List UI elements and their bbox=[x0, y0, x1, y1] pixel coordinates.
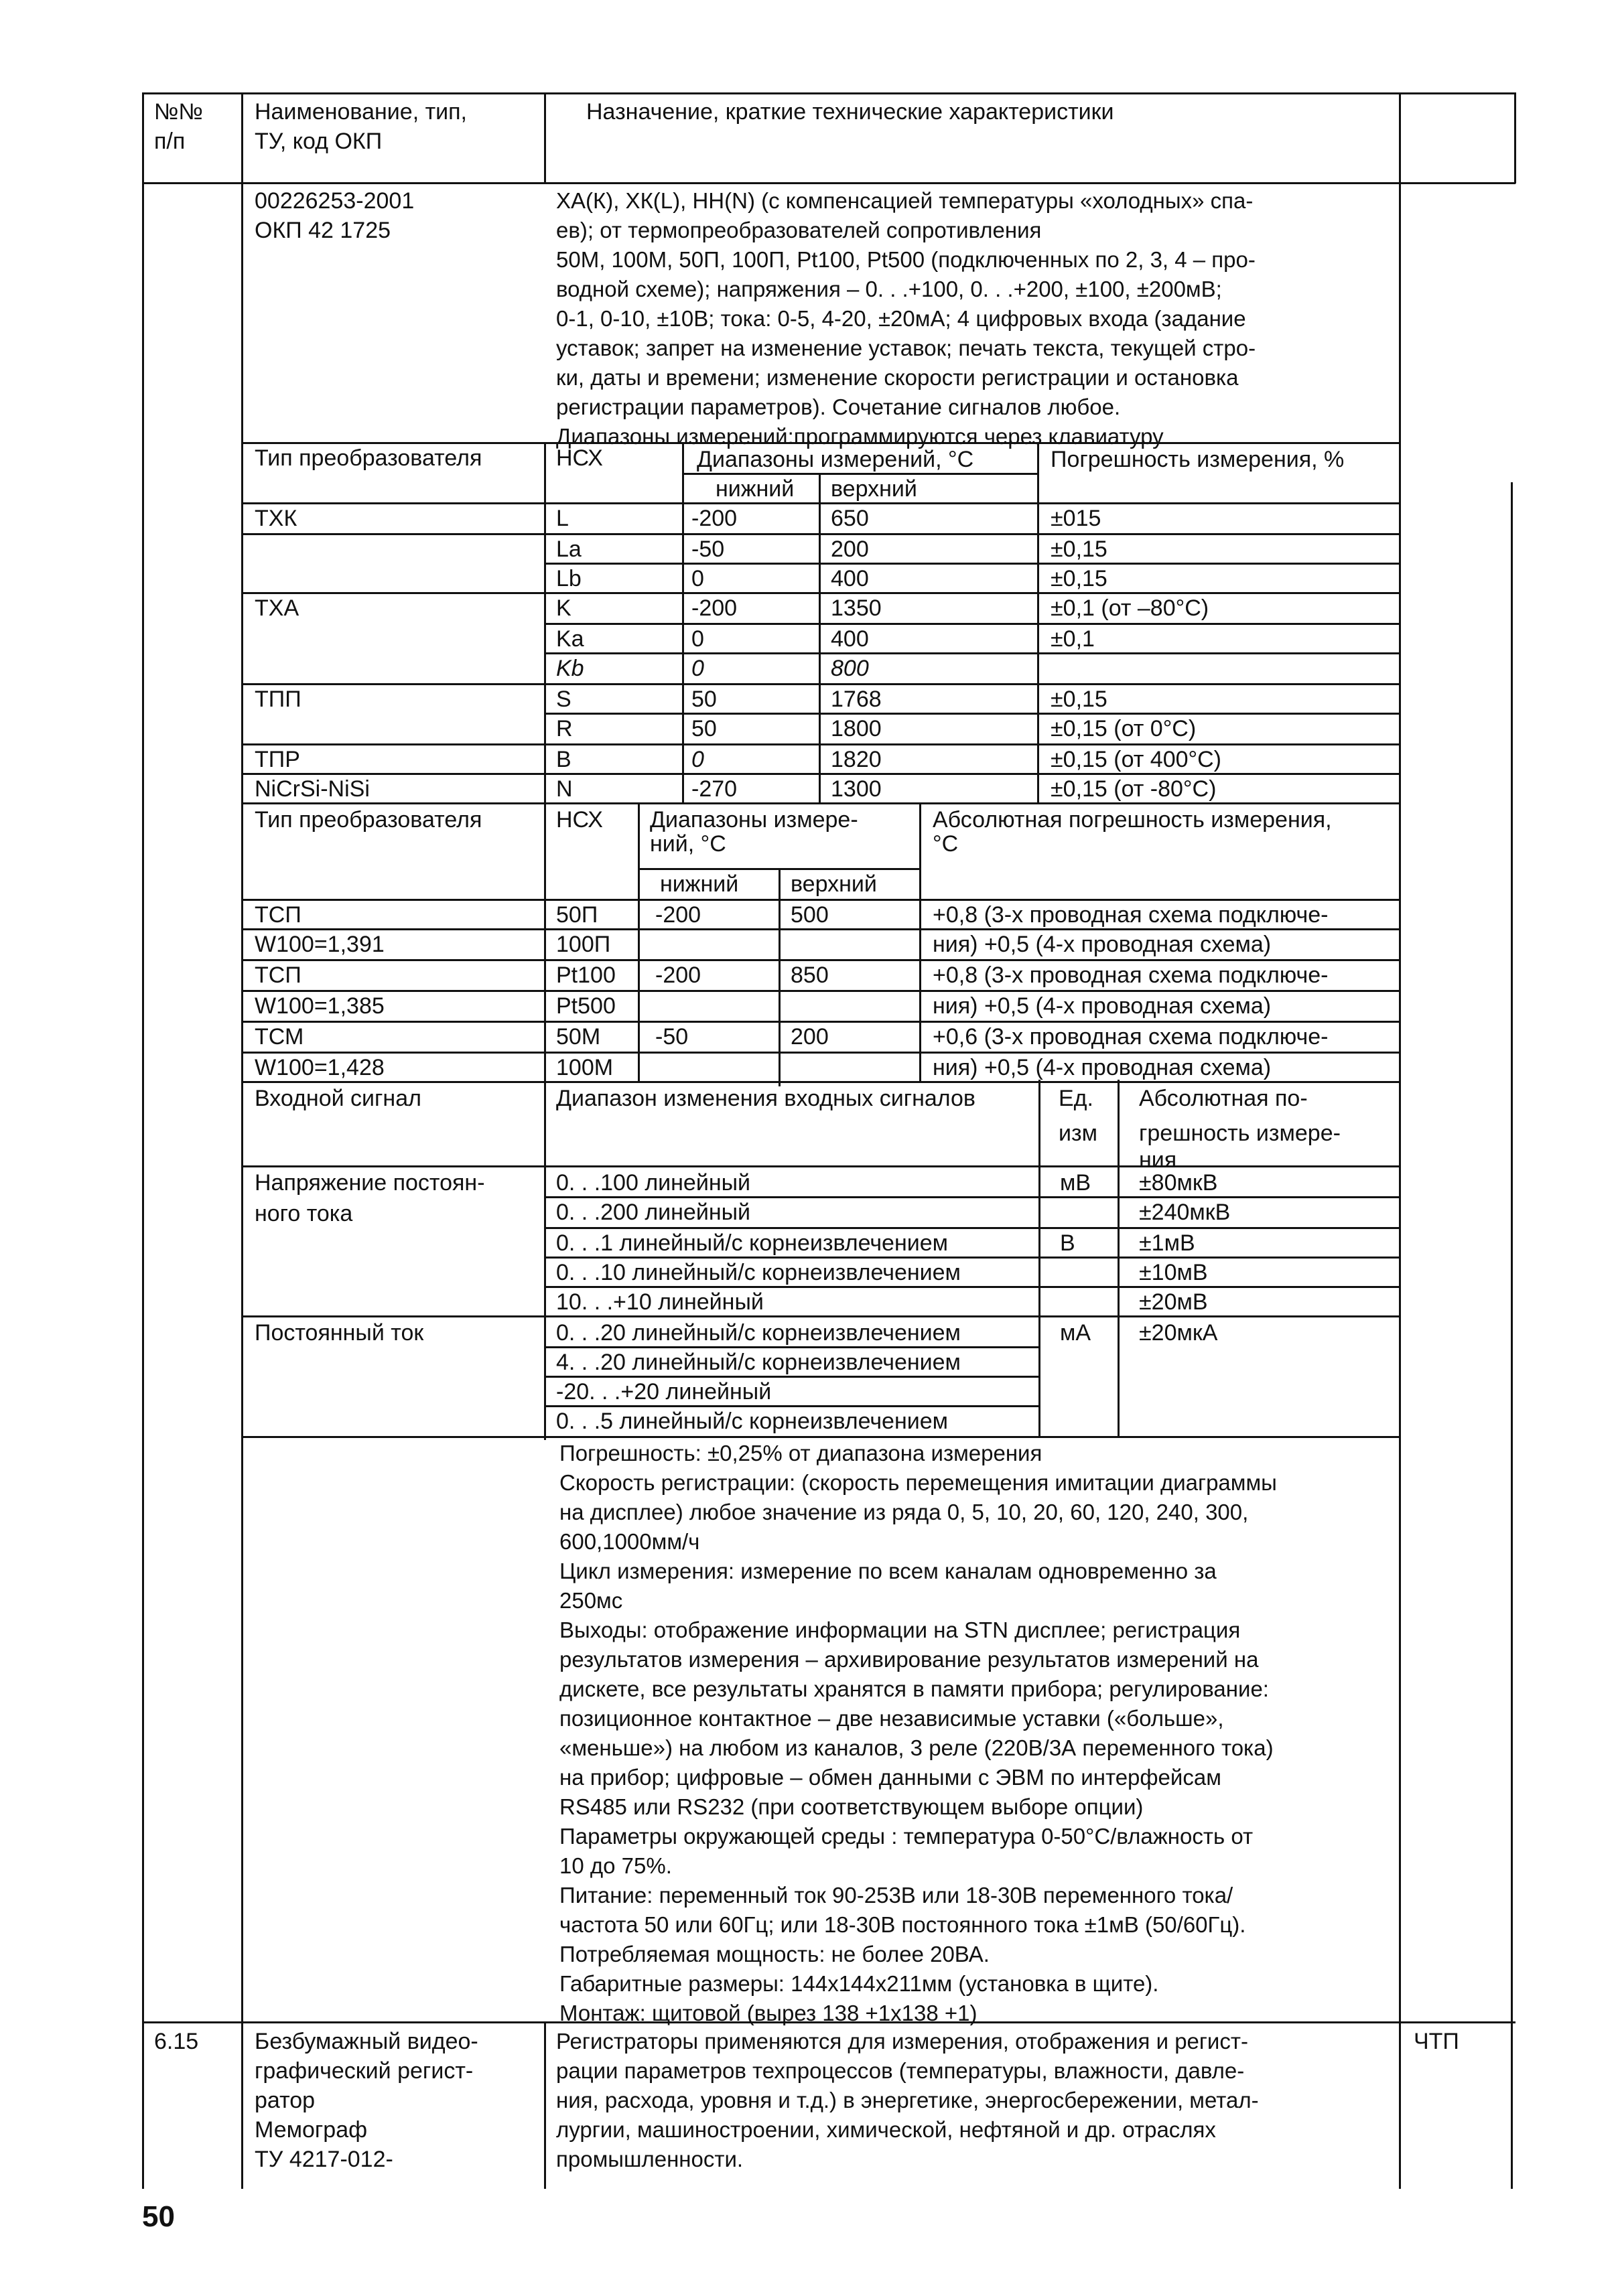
tc-upper-cell: 650 bbox=[831, 506, 869, 531]
tc-lower-cell: 0 bbox=[691, 566, 704, 591]
signal-error-cell: ±20мкА bbox=[1139, 1320, 1218, 1346]
tc-error-cell: ±0,15 bbox=[1051, 536, 1107, 562]
tc-lower-cell: 50 bbox=[691, 716, 717, 741]
signal-type-header: Входной сигнал bbox=[255, 1086, 421, 1111]
signal-error-cell: ±10мВ bbox=[1139, 1260, 1208, 1285]
tc-upper-cell: 200 bbox=[831, 536, 869, 562]
signal-range-cell: 0. . .1 линейный/с корнеизвлечением bbox=[556, 1230, 949, 1256]
tc-upper-cell: 1800 bbox=[831, 716, 882, 741]
rtd-error-cell: ния) +0,5 (4-х проводная схема) bbox=[933, 932, 1272, 957]
rtd-type-header: Тип преобразователя bbox=[255, 807, 482, 833]
item-description: Регистраторы применяются для измерения, отображения и регист- рации параметров техпроцессов (температуры, влажности, давле- ния, расхода, уровня и т.д.) в энергетике, энергосбережении, метал- лургии, машиностроении, химической, нефтяной и др. отраслях промышленности. bbox=[556, 2029, 1259, 2171]
tc-error-cell: ±0,15 (от 0°С) bbox=[1051, 716, 1197, 741]
page-number: 50 bbox=[142, 2200, 175, 2233]
signal-error-cell: ±20мВ bbox=[1139, 1289, 1208, 1315]
tc-error-cell: ±0,1 bbox=[1051, 626, 1095, 652]
tc-type-cell: ТПР bbox=[255, 747, 300, 772]
tc-range-header: Диапазоны измерений, °С bbox=[697, 447, 974, 472]
tc-nsx-cell: Lb bbox=[556, 566, 582, 591]
tc-lower-cell: 0 bbox=[691, 656, 704, 681]
rtd-upper-header: верхний bbox=[791, 871, 877, 897]
tc-nsx-cell: Ka bbox=[556, 626, 584, 652]
signal-unit-header: Ед. изм bbox=[1059, 1086, 1097, 1146]
signal-range-cell: 0. . .5 линейный/с корнеизвлечением bbox=[556, 1409, 949, 1434]
signal-range-cell: 0. . .10 линейный/с корнеизвлечением bbox=[556, 1260, 961, 1285]
signal-range-header: Диапазон изменения входных сигналов bbox=[556, 1086, 975, 1111]
signal-range-cell: 10. . .+10 линейный bbox=[556, 1289, 764, 1315]
rtd-type-cell: W100=1,385 bbox=[255, 993, 385, 1019]
rtd-type-cell: ТСП bbox=[255, 962, 301, 988]
tc-upper-header: верхний bbox=[831, 476, 917, 502]
signal-error-cell: ±240мкВ bbox=[1139, 1200, 1231, 1225]
rtd-type-cell: W100=1,428 bbox=[255, 1055, 385, 1080]
tc-lower-cell: -200 bbox=[691, 506, 738, 531]
signal-range-cell: 4. . .20 линейный/с корнеизвлечением bbox=[556, 1350, 961, 1375]
signal-range-cell: 0. . .20 линейный/с корнеизвлечением bbox=[556, 1320, 961, 1346]
tc-upper-cell: 1350 bbox=[831, 595, 882, 621]
rtd-nsx-cell: 50М bbox=[556, 1024, 601, 1050]
tc-error-cell: ±0,1 (от –80°С) bbox=[1051, 595, 1209, 621]
rtd-error-header: Абсолютная погрешность измерения, °С bbox=[933, 807, 1332, 857]
rtd-range-header: Диапазоны измере- ний, °С bbox=[650, 807, 858, 857]
tc-lower-cell: 0 bbox=[691, 747, 704, 772]
tc-nsx-cell: N bbox=[556, 776, 573, 802]
rtd-type-cell: ТСМ bbox=[255, 1024, 304, 1050]
rtd-error-cell: +0,8 (3-х проводная схема подключе- bbox=[933, 902, 1329, 928]
tc-upper-cell: 400 bbox=[831, 566, 869, 591]
rtd-nsx-header: НСХ bbox=[556, 807, 603, 833]
tc-upper-cell: 1820 bbox=[831, 747, 882, 772]
tc-nsx-cell: R bbox=[556, 716, 573, 741]
item-manufacturer: ЧТП bbox=[1414, 2029, 1459, 2054]
rtd-nsx-cell: Pt100 bbox=[556, 962, 616, 988]
item-number: 6.15 bbox=[154, 2029, 199, 2054]
tc-error-cell: ±0,15 (от -80°С) bbox=[1051, 776, 1217, 802]
tc-nsx-cell: S bbox=[556, 687, 571, 712]
header-num: №№ п/п bbox=[154, 99, 203, 154]
tc-type-cell: ТХА bbox=[255, 595, 299, 621]
rtd-type-cell: ТСП bbox=[255, 902, 301, 928]
signal-unit-cell: мВ bbox=[1060, 1170, 1091, 1196]
rtd-lower-header: нижний bbox=[660, 871, 739, 897]
signal-range-cell: 0. . .100 линейный bbox=[556, 1170, 751, 1196]
prev-item-description: ХА(К), ХК(L), НН(N) (с компенсацией температуры «холодных» спа- ев); от термопреобразователей сопротивления 50М, 100М, 50П, 100П, Pt100, Pt500 (подключенных по 2, 3, 4 – про- водной схеме); напряжения – 0. . .+100, 0. . .+200, ±100, ±200мВ; 0-1, 0-10, ±10В; тока: 0-5, 4-20, ±20мА; 4 цифровых входа (задание уставок; запрет на изменение уставок; печать текста, текущей стро- ки, даты и времени; изменение скорости регистрации и остановка регистрации параметров). Сочетание сигналов любое. Диапазоны измерений:программируются через клавиатуру bbox=[556, 188, 1256, 449]
tc-error-cell: ±0,15 bbox=[1051, 566, 1107, 591]
tc-lower-cell: -270 bbox=[691, 776, 738, 802]
tc-upper-cell: 1768 bbox=[831, 687, 882, 712]
tc-nsx-cell: B bbox=[556, 747, 571, 772]
rtd-upper-cell: 200 bbox=[791, 1024, 829, 1050]
rtd-error-cell: +0,8 (3-х проводная схема подключе- bbox=[933, 962, 1329, 988]
rtd-lower-cell: -200 bbox=[655, 902, 701, 928]
rtd-nsx-cell: 50П bbox=[556, 902, 598, 928]
signal-range-cell: -20. . .+20 линейный bbox=[556, 1379, 772, 1405]
tc-nsx-cell: K bbox=[556, 595, 571, 621]
signal-error-header: Абсолютная по- грешность измере- ния bbox=[1139, 1086, 1341, 1173]
tc-lower-cell: -50 bbox=[691, 536, 725, 562]
rtd-type-cell: W100=1,391 bbox=[255, 932, 385, 957]
tc-lower-cell: 50 bbox=[691, 687, 717, 712]
tc-upper-cell: 400 bbox=[831, 626, 869, 652]
rtd-upper-cell: 500 bbox=[791, 902, 829, 928]
rtd-lower-cell: -50 bbox=[655, 1024, 689, 1050]
item-name: Безбумажный видео- графический регист- ратор Мемограф ТУ 4217-012- bbox=[255, 2029, 478, 2172]
tc-error-cell: ±0,15 bbox=[1051, 687, 1107, 712]
rtd-nsx-cell: 100М bbox=[556, 1055, 614, 1080]
rtd-nsx-cell: Pt500 bbox=[556, 993, 616, 1019]
tc-error-header: Погрешность измерения, % bbox=[1051, 447, 1345, 472]
header-name: Наименование, тип, ТУ, код ОКП bbox=[255, 99, 468, 154]
header-purpose: Назначение, краткие технические характеристики bbox=[586, 99, 1114, 125]
tc-type-cell: ТПП bbox=[255, 687, 301, 712]
tc-nsx-header: НСХ bbox=[556, 445, 603, 471]
tc-lower-header: нижний bbox=[716, 476, 795, 502]
tc-error-cell: ±015 bbox=[1051, 506, 1101, 531]
signal-range-cell: 0. . .200 линейный bbox=[556, 1200, 751, 1225]
tc-type-cell: NiCrSi-NiSi bbox=[255, 776, 370, 802]
voltage-label: Напряжение постоян- ного тока bbox=[255, 1170, 485, 1226]
signal-error-cell: ±1мВ bbox=[1139, 1230, 1195, 1256]
specifications-text: Погрешность: ±0,25% от диапазона измерения Скорость регистрации: (скорость перемещения имитации диаграммы на дисплее) любое значение из ряда 0, 5, 10, 20, 60, 120, 240, 300, 600,1000мм/ч Цикл измерения: измерение по всем каналам одновременно за 250мс Выходы: отображение информации на STN дисплее; регистрация результатов измерения – архивирование результатов измерений на дискете, все результаты хранятся в памяти прибора; регулирование: позиционное контактное – две независимые уставки («больше», «меньше») на любом из каналов, 3 реле (220В/3А переменного тока) на прибор; цифровые – обмен данными с ЭВМ по интерфейсам RS485 или RS232 (при соответствующем выборе опции) Параметры окружающей среды : температура 0-50°С/влажность от 10 до 75%. Питание: переменный ток 90-253В или 18-30В переменного тока/ частота 50 или 60Гц; или 18-30В постоянного тока ±1мВ (50/60Гц). Потребляемая мощность: не более 20ВА. Габаритные размеры: 144х144х211мм (установка в щите). Монтаж: щитовой (вырез 138 +1х138 +1) bbox=[559, 1441, 1277, 2025]
tc-nsx-cell: L bbox=[556, 506, 569, 531]
tc-lower-cell: -200 bbox=[691, 595, 738, 621]
rtd-nsx-cell: 100П bbox=[556, 932, 611, 957]
tc-upper-cell: 800 bbox=[831, 656, 869, 681]
tc-type-cell: ТХК bbox=[255, 506, 297, 531]
signal-unit-cell: В bbox=[1060, 1230, 1075, 1256]
prev-item-name: 00226253-2001 ОКП 42 1725 bbox=[255, 188, 415, 243]
tc-nsx-cell: La bbox=[556, 536, 582, 562]
tc-type-header: Тип преобразователя bbox=[255, 445, 482, 471]
rtd-error-cell: +0,6 (3-х проводная схема подключе- bbox=[933, 1024, 1329, 1050]
tc-lower-cell: 0 bbox=[691, 626, 704, 652]
tc-upper-cell: 1300 bbox=[831, 776, 882, 802]
rtd-upper-cell: 850 bbox=[791, 962, 829, 988]
tc-error-cell: ±0,15 (от 400°С) bbox=[1051, 747, 1221, 772]
signal-error-cell: ±80мкВ bbox=[1139, 1170, 1218, 1196]
rtd-error-cell: ния) +0,5 (4-х проводная схема) bbox=[933, 1055, 1272, 1080]
rtd-error-cell: ния) +0,5 (4-х проводная схема) bbox=[933, 993, 1272, 1019]
current-label: Постоянный ток bbox=[255, 1320, 424, 1346]
signal-unit-cell: мА bbox=[1060, 1320, 1091, 1346]
rtd-lower-cell: -200 bbox=[655, 962, 701, 988]
tc-nsx-cell: Kb bbox=[556, 656, 584, 681]
